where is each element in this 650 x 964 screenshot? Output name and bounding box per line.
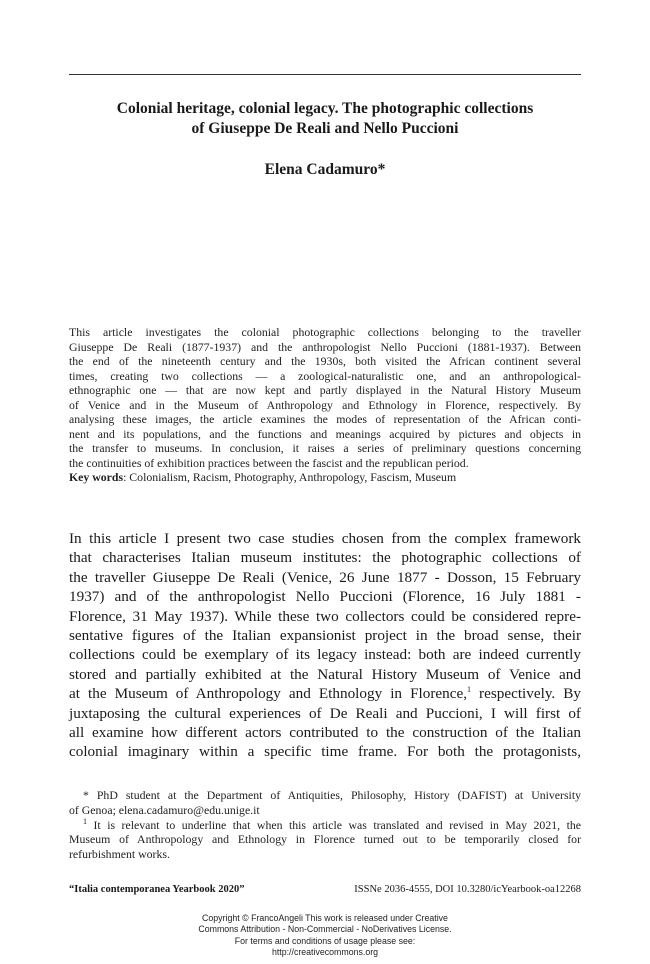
journal-name: “Italia contemporanea Yearbook 2020”: [69, 884, 245, 895]
abstract-line: Giuseppe De Reali (1877-1937) and the anthropologist Nello Puccioni (1881-1937). Between: [69, 339, 581, 354]
abstract-line: of Venice and in the Museum of Anthropology and Ethnology in Florence, respectively. By: [69, 397, 581, 412]
body-line: juxtaposing the cultural experiences of De Reali and Puccioni, I will first of: [69, 704, 581, 722]
keywords-label: Key words: [69, 470, 124, 484]
footnote-marker: 1: [83, 816, 87, 826]
title-line: of Giuseppe De Reali and Nello Puccioni: [191, 120, 459, 137]
top-rule: [69, 74, 581, 75]
issn-doi: ISSNe 2036-4555, DOI 10.3280/icYearbook-oa12268: [354, 884, 581, 895]
footnote-line: Museum of Anthropology and Ethnology in Florence turned out to be temporarily closed for: [69, 832, 581, 847]
body-line: [69, 684, 581, 703]
abstract-line: the end of the nineteenth century and the 1930s, both visited the African continent several: [69, 354, 581, 368]
body-line: colonial imaginary within a specific time frame. For both the protagonists,: [69, 743, 581, 761]
body-line: collections could be exemplary of its legacy instead: both are indeed currently: [69, 646, 581, 664]
body-line: that characterises Italian museum institutes: the photographic collections of: [69, 549, 581, 567]
title-line: Colonial heritage, colonial legacy. The photographic collections: [116, 100, 534, 117]
license-line: For terms and conditions of usage please see:: [234, 935, 416, 946]
body-line: Florence, 31 May 1937). While these two collectors could be considered repre-: [69, 607, 581, 625]
footnote-ref[interactable]: 1: [467, 685, 471, 695]
body-line: stored and partially exhibited at the Natural History Museum of Venice and: [69, 665, 581, 683]
footnote-line: of Genoa; elena.cadamuro@edu.unige.it: [69, 802, 260, 817]
abstract-line: ethnographic one — that are now kept and partly displayed in the Natural History Museum: [69, 383, 581, 397]
footnote-line: refurbishment works.: [69, 847, 170, 862]
body-line: sentative figures of the Italian expansionist project in the broad sense, their: [69, 626, 581, 644]
abstract-line: nent and its populations, and the functions and meanings acquired by pictures and objects in: [69, 426, 581, 441]
body-line: In this article I present two case studies chosen from the complex framework: [69, 530, 581, 547]
keywords-text: : Colonialism, Racism, Photography, Anthropology, Fascism, Museum: [123, 470, 457, 484]
body-text: [69, 529, 581, 762]
body-line: all examine how different actors contributed to the construction of the Italian: [69, 723, 581, 741]
abstract: [69, 325, 581, 485]
article-title: [69, 99, 581, 139]
body-line: the traveller Giuseppe De Reali (Venice, 26 June 1877 - Dosson, 15 February: [69, 568, 581, 586]
license-link[interactable]: http://creativecommons.org: [271, 947, 379, 958]
abstract-line: the transfer to museums. In conclusion, it raises a series of preliminary questions concerning: [69, 441, 581, 455]
license-notice: [125, 913, 525, 959]
footnote-line: [69, 818, 581, 833]
body-text-segment: at the Museum of Anthropology and Ethnology in Florence,: [69, 685, 467, 703]
author-name: Elena Cadamuro*: [264, 161, 386, 178]
footnote-line: * PhD student at the Department of Antiquities, Philosophy, History (DAFIST) at University: [83, 788, 581, 802]
abstract-line: times, creating two collections — a zoological-naturalistic one, and an anthropological-: [69, 368, 581, 383]
footnote-text: It is relevant to underline that when this article was translated and revised in May 2021, the: [87, 817, 581, 832]
footnotes: [69, 788, 581, 862]
body-text-segment: respectively. By: [471, 685, 581, 703]
license-line: Commons Attribution - Non-Commercial - NoDerivatives License.: [198, 924, 452, 935]
license-line: Copyright © FrancoAngeli This work is released under Creative: [202, 913, 448, 923]
abstract-line: analysing these images, the article examines the modes of representation of the African conti-: [69, 412, 581, 426]
body-line: 1937) and of the anthropologist Nello Puccioni (Florence, 16 July 1881 -: [69, 588, 581, 606]
abstract-line: the continuities of exhibition practices between the fascist and the republican period.: [69, 455, 469, 470]
keywords: [69, 470, 581, 485]
abstract-line: This article investigates the colonial photographic collections belonging to the traveller: [69, 325, 581, 339]
